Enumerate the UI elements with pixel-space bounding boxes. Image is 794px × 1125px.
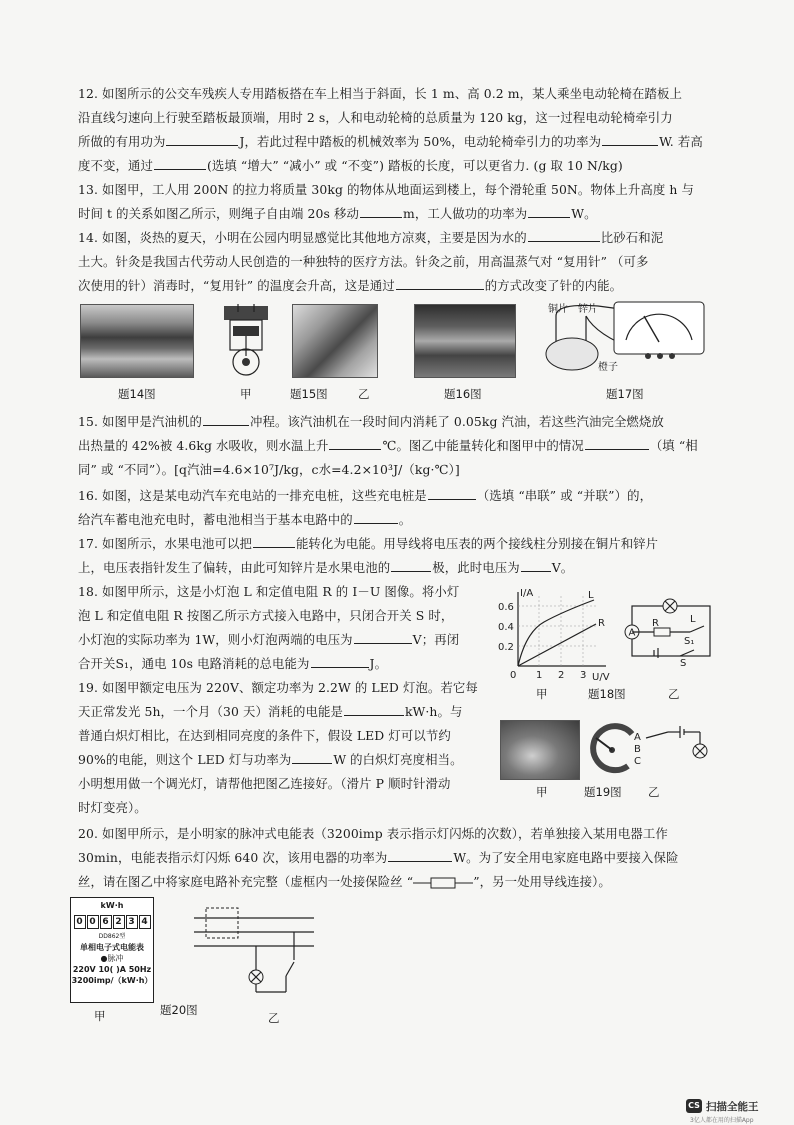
q19-line-5: 小明想用做一个调光灯，请帮他把图乙连接好。（滑片 P 顺时针滑动 (78, 776, 451, 791)
q14-line-3: 次使用的针）消毒时，“复用针” 的温度会升高，这是通过 的方式改变了针的内能。 (78, 278, 623, 293)
question-19 (78, 676, 488, 820)
caption-fig-19: 题19图 (584, 785, 622, 799)
zinc-label: 锌片 (578, 304, 598, 315)
graph-xtick: 3 (580, 670, 587, 681)
fruit-battery-diagram (538, 298, 716, 378)
meter-unit: kW·h (100, 901, 124, 910)
charging-station-photo (414, 304, 516, 378)
q12-line-1: 12. 如图所示的公交车残疾人专用踏板搭在车上相当于斜面，长 1 m、高 0.2 m，某人乘坐电动轮椅在踏板上 (78, 86, 683, 101)
scanner-name: 扫描全能王 (706, 1101, 759, 1113)
line-r (518, 624, 596, 666)
graph-ylabel: I/A (520, 588, 534, 599)
question-15 (78, 410, 718, 482)
question-14 (78, 226, 718, 298)
caption-fig-15a: 甲 (240, 387, 252, 401)
caption-fig-16: 题16图 (444, 387, 482, 401)
q19-line-6: 时灯变亮）。 (78, 800, 147, 815)
q18-line-1: 18. 如图甲所示，这是小灯泡 L 和定值电阻 R 的 I－U 图像。将小灯 (78, 584, 460, 599)
q18-line-3: 小灯泡的实际功率为 1W，则小灯泡两端的电压为 V；再闭 (78, 632, 460, 647)
meter-digit: 4 (139, 915, 151, 929)
terminal-a: A (634, 732, 641, 743)
answer-blank[interactable] (311, 654, 369, 668)
answer-blank[interactable] (388, 848, 452, 862)
q18-line-4: 合开关S₁，通电 10s 电路消耗的总电能为 J。 (78, 656, 388, 671)
caption-fig-19a: 甲 (536, 785, 548, 799)
q12-line-4: 度不变，通过 (选填 “增大” “减小” 或 “不变”) 踏板的长度，可以更省力. (g 取 10 N/kg) (78, 158, 623, 173)
resistor-label: R (652, 618, 659, 629)
answer-blank[interactable] (528, 204, 570, 218)
led-bulb-photo (500, 720, 580, 780)
q15-line-2: 出热量的 42%被 4.6kg 水吸收，则水温上升 ℃。图乙中能量转化和图甲中的情况 （填 “相 (78, 438, 698, 453)
q12-line-2: 沿直线匀速向上行驶至踏板最顶端，用时 2 s，人和电动轮椅的总质量为 120 kg，这一过程电动轮椅牵引力 (78, 110, 673, 125)
lamp-label: L (690, 614, 696, 625)
question-20 (78, 822, 718, 894)
q19-line-4: 90%的电能，则这个 LED 灯与功率为 W 的白炽灯亮度相当。 (78, 752, 463, 767)
engine-diagram (216, 300, 276, 380)
meter-name: 单相电子式电能表 (80, 943, 144, 952)
answer-blank[interactable] (344, 702, 404, 716)
graph-xtick: 0 (510, 670, 517, 681)
copper-label: 铜片 (548, 304, 568, 315)
caption-fig-19b: 乙 (648, 785, 660, 799)
answer-blank[interactable] (253, 534, 295, 548)
scanner-tagline: 3亿人都在用的扫描App (690, 1117, 754, 1124)
answer-blank[interactable] (360, 204, 402, 218)
q16-line-1: 16. 如图，这是某电动汽车充电站的一排充电桩，这些充电桩是 （选填 “串联” 或 “并联”）的， (78, 488, 653, 503)
meter-digit: 0 (74, 915, 86, 929)
switch-s-label: S (680, 658, 687, 668)
meter-rating: 220V 10( )A 50Hz (72, 965, 152, 974)
q20-line-1: 20. 如图甲所示，是小明家的脉冲式电能表（3200imp 表示指示灯闪烁的次数），若单独接入某用电器工作 (78, 826, 668, 841)
slide-photo (292, 304, 378, 378)
circuit-18 (624, 592, 716, 668)
meter-digits (71, 915, 153, 929)
answer-blank[interactable] (292, 750, 332, 764)
answer-blank[interactable] (203, 412, 249, 426)
energy-meter (70, 897, 154, 1003)
q17-line-1: 17. 如图所示，水果电池可以把 能转化为电能。用导线将电压表的两个接线柱分别接在铜片和锌片 (78, 536, 659, 551)
graph-xlabel: U/V (592, 672, 610, 682)
answer-blank[interactable] (354, 510, 398, 524)
q19-line-2: 天正常发光 5h，一个月（30 天）消耗的电能是 kW·h。与 (78, 704, 463, 719)
meter-digit: 3 (126, 915, 138, 929)
q20-line-2: 30min，电能表指示灯闪烁 640 次，该用电器的功率为 W。为了安全用电家庭电路中要接入保险 (78, 850, 679, 865)
switch-s1-label: S₁ (684, 636, 695, 647)
park-lake-photo (80, 304, 194, 378)
ammeter-label: A (628, 627, 636, 639)
meter-digit: 0 (87, 915, 99, 929)
caption-fig-20a: 甲 (94, 1009, 106, 1023)
q19-line-1: 19. 如图甲额定电压为 220V、额定功率为 2.2W 的 LED 灯泡。若它每 (78, 680, 478, 695)
caption-fig-15: 题15图 (290, 387, 328, 401)
terminal-c: C (634, 756, 641, 767)
line-r-label: R (598, 618, 605, 629)
answer-blank[interactable] (428, 486, 476, 500)
q13-line-2: 时间 t 的关系如图乙所示，则绳子自由端 20s 移动 m，工人做功的功率为 W。 (78, 206, 597, 221)
caption-fig-17: 题17图 (606, 387, 644, 401)
graph-xtick: 1 (536, 670, 543, 681)
q19-line-3: 普通白炽灯相比，在达到相同亮度的条件下，假设 LED 灯可以节约 (78, 728, 451, 743)
graph-ytick: 0.6 (498, 602, 514, 613)
scanner-watermark (686, 1097, 786, 1123)
caption-fig-18: 题18图 (588, 687, 626, 701)
caption-fig-14: 题14图 (118, 387, 156, 401)
curve-l (518, 600, 594, 666)
answer-blank[interactable] (154, 156, 206, 170)
question-13 (78, 178, 718, 226)
household-circuit (186, 900, 316, 996)
q17-line-2: 上，电压表指针发生了偏转，由此可知锌片是水果电池的 极，此时电压为 V。 (78, 560, 574, 575)
q14-line-2: 土大。针灸是我国古代劳动人民创造的一种独特的医疗方法。针灸之前，用高温蒸气对 “复用针” （可多 (78, 254, 649, 269)
q20-line-3: 丝，请在图乙中将家庭电路补充完整（虚框内一处接保险丝 “ ”，另一处用导线连接）。 (78, 874, 611, 889)
meter-digit: 2 (113, 915, 125, 929)
q14-line-1: 14. 如图，炎热的夏天，小明在公园内明显感觉比其他地方凉爽，主要是因为水的 比砂石和泥 (78, 230, 664, 245)
fruit-label: 橙子 (598, 362, 618, 373)
graph-ytick: 0.2 (498, 642, 514, 653)
q16-line-2: 给汽车蓄电池充电时，蓄电池相当于基本电路中的 。 (78, 512, 412, 527)
answer-blank[interactable] (602, 132, 658, 146)
q12-line-3: 所做的有用功为 J，若此过程中踏板的机械效率为 50%，电动轮椅牵引力的功率为 W. 若高 (78, 134, 703, 149)
scanner-logo-icon: CS (686, 1099, 702, 1113)
graph-xtick: 2 (558, 670, 565, 681)
answer-blank[interactable] (329, 436, 381, 450)
answer-blank[interactable] (166, 132, 238, 146)
question-18 (78, 580, 488, 676)
caption-fig-15b: 乙 (358, 387, 370, 401)
caption-fig-20b: 乙 (268, 1011, 280, 1025)
meter-imp: 3200imp/（kW·h） (71, 976, 153, 985)
answer-blank[interactable] (521, 558, 551, 572)
meter-pulse: ●脉冲 (100, 954, 124, 963)
iu-graph (496, 586, 616, 682)
answer-blank[interactable] (585, 436, 649, 450)
meter-model: DD862型 (98, 933, 126, 940)
caption-fig-18b: 乙 (668, 687, 680, 701)
graph-ytick: 0.4 (498, 622, 514, 633)
question-17 (78, 532, 718, 580)
meter-digit: 6 (100, 915, 112, 929)
question-12 (78, 82, 718, 178)
fuse-symbol (413, 877, 473, 889)
answer-blank[interactable] (396, 276, 484, 290)
answer-blank[interactable] (391, 558, 431, 572)
caption-fig-18a: 甲 (536, 687, 548, 701)
dimmer-circuit (584, 718, 716, 784)
question-16 (78, 484, 718, 532)
caption-fig-20: 题20图 (160, 1003, 198, 1017)
q15-line-3: 同” 或 “不同”）。[q汽油=4.6×10⁷J/kg，c水=4.2×10³J/（kg·℃）] (78, 462, 460, 477)
q18-line-2: 泡 L 和定值电阻 R 按图乙所示方式接入电路中，只闭合开关 S 时， (78, 608, 454, 623)
q13-line-1: 13. 如图甲，工人用 200N 的拉力将质量 30kg 的物体从地面运到楼上，每个滑轮重 50N。物体上升高度 h 与 (78, 182, 694, 197)
answer-blank[interactable] (354, 630, 412, 644)
answer-blank[interactable] (528, 228, 600, 242)
terminal-b: B (634, 744, 641, 755)
q15-line-1: 15. 如图甲是汽油机的 冲程。该汽油机在一段时间内消耗了 0.05kg 汽油，若这些汽油完全燃烧放 (78, 414, 664, 429)
curve-l-label: L (588, 590, 594, 601)
